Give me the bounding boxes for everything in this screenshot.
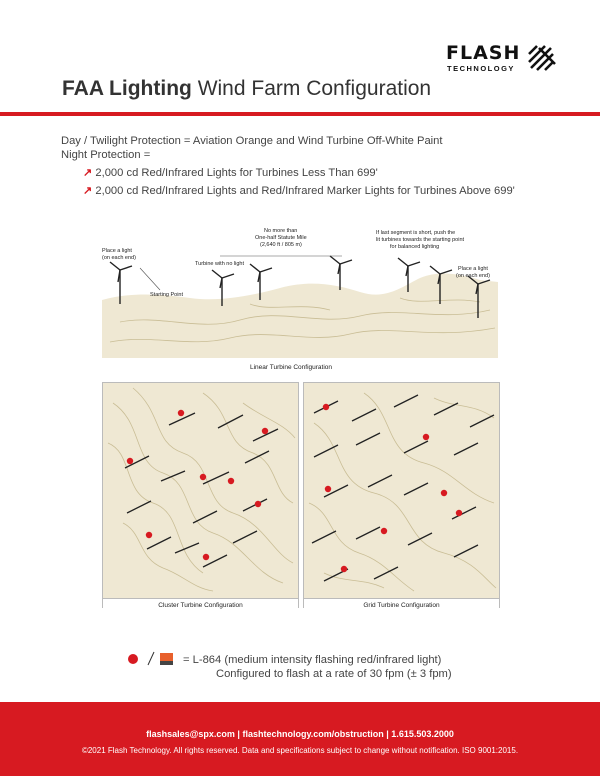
cluster-contour-map [103, 383, 298, 593]
bullet-item-1 [83, 166, 378, 179]
day-protection-text: Day / Twilight Protection = Aviation Orange and Wind Turbine Off-White Paint [61, 135, 443, 147]
linear-configuration-caption: Linear Turbine Configuration [250, 364, 333, 371]
cluster-configuration-caption: Cluster Turbine Configuration [103, 598, 298, 613]
last-segment-label-2: lit turbines towards the starting point [376, 237, 465, 243]
grid-configuration-panel [303, 382, 500, 608]
mile-label-2: One-half Statute Mile [255, 235, 307, 241]
footer-legal: ©2021 Flash Technology. All rights reserved. Data and specifications subject to change without notification. ISO 9001:2015. [81, 746, 519, 755]
bullet-item-2 [83, 184, 515, 197]
brand-logo-subtext: TECHNOLOGY [447, 64, 515, 73]
bullet-text-2: 2,000 cd Red/Infrared Lights and Red/Infrared Marker Lights for Turbines Above 699' [95, 185, 515, 197]
mile-label-1: No more than [264, 228, 298, 234]
starting-point-label: Starting Point [150, 292, 184, 298]
last-segment-label-3: for balanced lighting [390, 244, 440, 250]
mile-label-3: (2,640 ft / 805 m) [260, 242, 302, 248]
last-segment-label-1: If last segment is short, push the [376, 230, 456, 236]
place-light-right-sublabel: (on each end) [456, 273, 490, 279]
grid-configuration-caption: Grid Turbine Configuration [304, 598, 499, 613]
cluster-configuration-panel [102, 382, 299, 608]
red-light-dot-icon [128, 654, 138, 664]
arrow-icon: ↗ [83, 185, 93, 197]
footer-bar [0, 702, 600, 776]
flash-logo-icon [527, 44, 557, 74]
bullet-text-1: 2,000 cd Red/Infrared Lights for Turbines Less Than 699' [95, 167, 378, 179]
cluster-light-markers [127, 410, 268, 560]
linear-configuration-diagram [100, 222, 500, 362]
footer-contact: flashsales@spx.com | flashtechnology.com/obstruction | 1.615.503.2000 [146, 729, 454, 739]
place-light-right-label: Place a light [458, 266, 488, 272]
header-divider [0, 112, 600, 116]
legend-symbols [126, 651, 178, 667]
grid-light-markers [323, 404, 462, 572]
turbine-no-light-label: Turbine with no light [195, 261, 245, 267]
brand-logo-text: FLASH [446, 42, 521, 64]
light-fixture-icon [160, 653, 173, 661]
place-light-left-sublabel: (on each end) [102, 255, 136, 261]
place-light-left-label: Place a light [102, 248, 132, 254]
night-protection-text: Night Protection = [61, 149, 151, 161]
legend-line-1: = L-864 (medium intensity flashing red/infrared light) [183, 654, 442, 666]
title-rest: Wind Farm Configuration [191, 77, 432, 100]
legend-line-2: Configured to flash at a rate of 30 fpm (± 3 fpm) [216, 668, 452, 680]
grid-contour-map [304, 383, 499, 593]
page-title [62, 77, 431, 101]
slash-divider [148, 652, 154, 665]
title-bold: FAA Lighting [62, 77, 192, 100]
arrow-icon: ↗ [83, 167, 93, 179]
